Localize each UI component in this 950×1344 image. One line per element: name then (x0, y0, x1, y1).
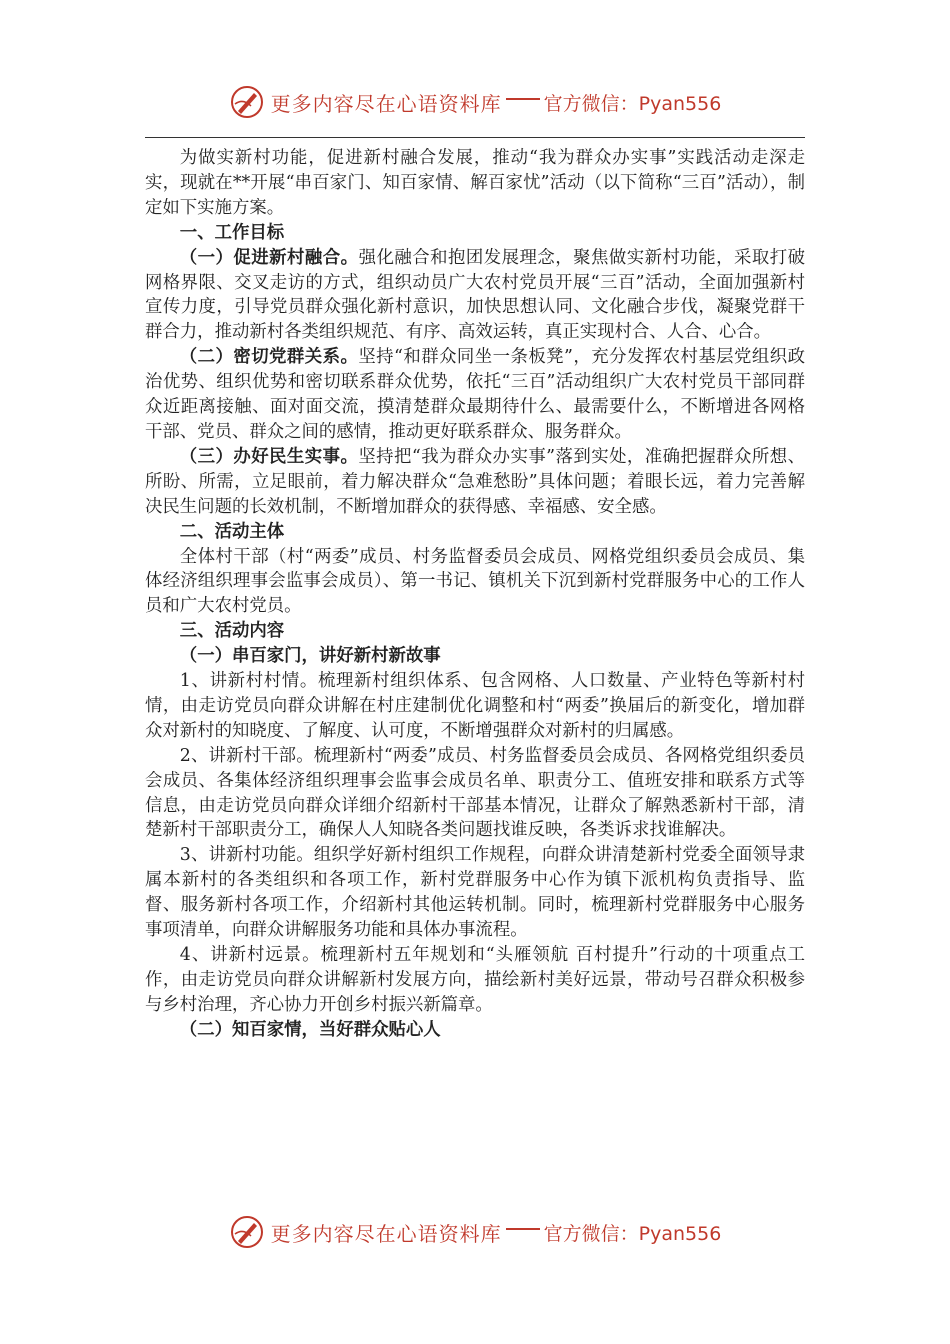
intro-paragraph: 为做实新村功能，促进新村融合发展，推动“我为群众办实事”实践活动走深走实，现就在**开展“串百家门、知百家情、解百家忧”活动（以下简称“三百”活动），制定如下实施方案。 (145, 148, 805, 218)
section-heading-2: 二、活动主体 (179, 521, 285, 542)
content-subheading-2: （二）知百家情，当好群众贴心人 (179, 1019, 441, 1040)
banner-wechat: 官方微信：Pyan556 (543, 1222, 722, 1245)
banner-wechat: 官方微信：Pyan556 (543, 92, 722, 115)
content-item-1: 1、讲新村村情。梳理新村组织体系、包含网格、人口数量、产业特色等新村村情，由走访党员向群众讲解在村庄建制优化调整和村“两委”换届后的新变化，增加群众对新村的知晓度、了解度、认可度，不断增强群众对新村的归属感。 (145, 671, 805, 741)
banner-text: 更多内容尽在心语资料库 (270, 91, 502, 116)
content-item-3: 3、讲新村功能。组织学好新村组织工作规程，向群众讲清楚新村党委全面领导隶属本新村的各类组织和各项工作，新村党群服务中心作为镇下派机构负责指导、监督、服务新村各项工作，介绍新村其他运转机制。同时，梳理新村党群服务中心服务事项清单，向群众讲解服务功能和具体办事流程。 (145, 845, 805, 941)
goal-2-title: （二）密切党群关系。 (179, 347, 359, 368)
goal-3 (145, 445, 805, 520)
section-heading-1: 一、工作目标 (179, 222, 285, 243)
document-body (145, 146, 805, 1043)
pen-logo-icon (229, 84, 265, 120)
footer-banner (0, 1210, 950, 1254)
header-banner (0, 80, 950, 124)
banner-dash (506, 1228, 540, 1230)
banner-text: 更多内容尽在心语资料库 (270, 1221, 502, 1246)
section-heading-3: 三、活动内容 (179, 621, 285, 642)
content-item-2: 2、讲新村干部。梳理新村“两委”成员、村务监督委员会成员、各网格党组织委员会成员、各集体经济组织理事会监事会成员名单、职责分工、值班安排和联系方式等信息，由走访党员向群众详细介绍新村干部基本情况，让群众了解熟悉新村干部，清楚新村干部职责分工，确保人人知晓各类问题找谁反映，各类诉求找谁解决。 (145, 745, 805, 841)
goal-1 (145, 246, 805, 346)
goal-1-title: （一）促进新村融合。 (179, 247, 359, 268)
goal-2-body: 坚持“和群众同坐一条板凳”，充分发挥农村基层党组织政治优势、组织优势和密切联系群众优势，依托“三百”活动组织广大农村党员干部同群众近距离接触、面对面交流，摸清楚群众最期待什么、最需要什么，不断增进各网格干部、党员、群众之间的感情，推动更好联系群众、服务群众。 (145, 347, 805, 442)
header-rule (145, 137, 805, 138)
subject-paragraph: 全体村干部（村“两委”成员、村务监督委员会成员、网格党组织委员会成员、集体经济组织理事会监事会成员）、第一书记、镇机关下沉到新村党群服务中心的工作人员和广大农村党员。 (145, 546, 805, 617)
goal-2 (145, 345, 805, 445)
content-item-4: 4、讲新村远景。梳理新村五年规划和“头雁领航 百村提升”行动的十项重点工作，由走访党员向群众讲解新村发展方向，描绘新村美好远景，带动号召群众积极参与乡村治理，齐心协力开创乡村振兴新篇章。 (145, 945, 805, 1015)
goal-3-body: 坚持把“我为群众办实事”落到实处，准确把握群众所想、所盼、所需，立足眼前，着力解决群众“急难愁盼”具体问题；着眼长远，着力完善解决民生问题的长效机制，不断增加群众的获得感、幸福感、安全感。 (145, 446, 805, 517)
pen-logo-icon (229, 1214, 265, 1250)
goal-1-body: 强化融合和抱团发展理念，聚焦做实新村功能，采取打破网格界限、交叉走访的方式，组织动员广大农村党员开展“三百”活动，全面加强新村宣传力度，引导党员群众强化新村意识，加快思想认同、文化融合步伐，凝聚党群干群合力，推动新村各类组织规范、有序、高效运转，真正实现村合、人合、心合。 (145, 247, 805, 343)
goal-3-title: （三）办好民生实事。 (179, 446, 359, 467)
content-subheading-1: （一）串百家门，讲好新村新故事 (179, 646, 441, 667)
banner-dash (506, 98, 540, 100)
